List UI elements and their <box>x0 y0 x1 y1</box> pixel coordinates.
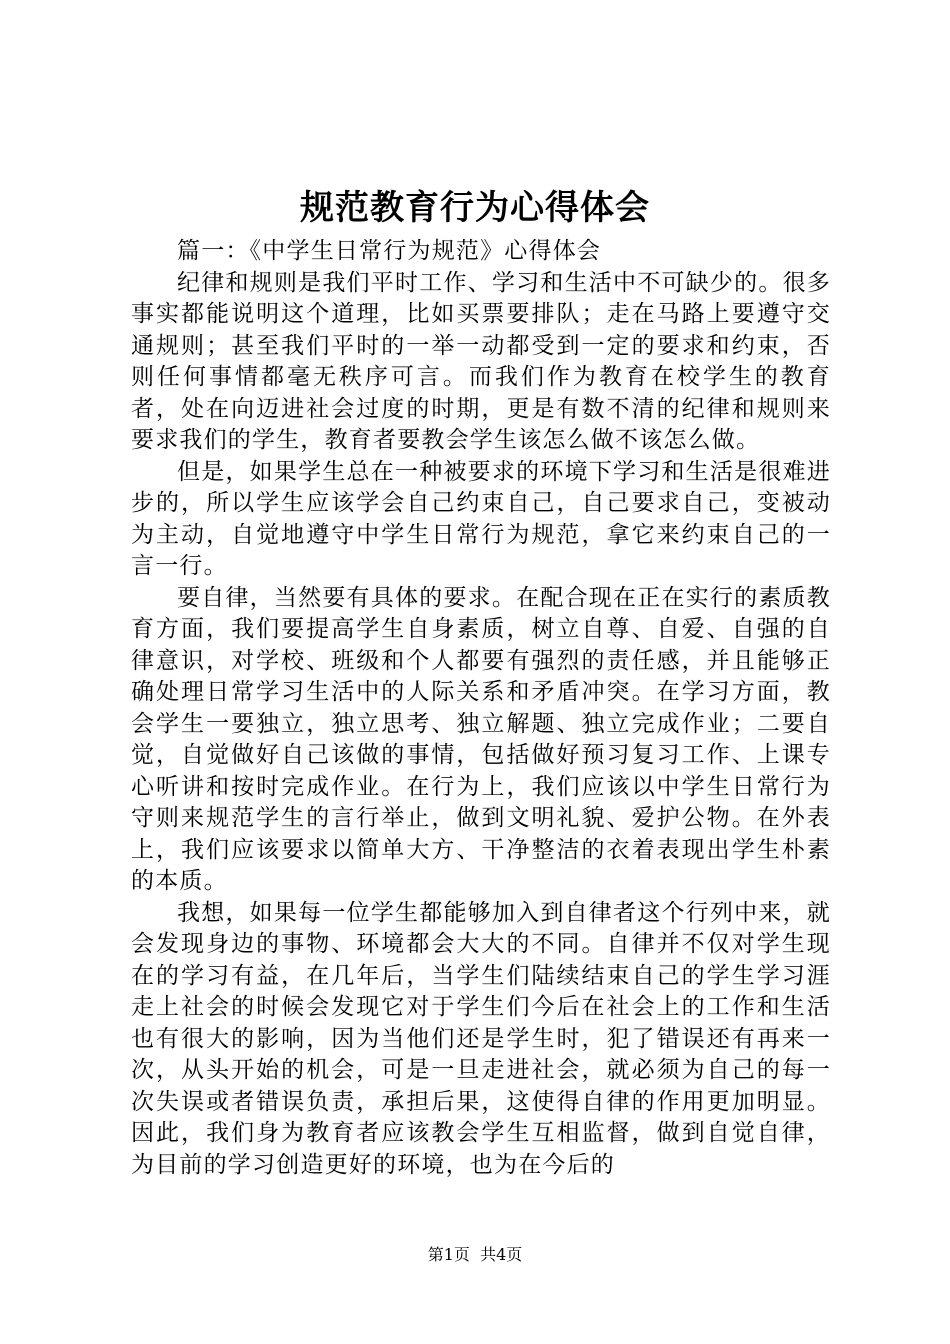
document-body <box>131 236 831 1181</box>
paragraph: 要自律，当然要有具体的要求。在配合现在正在实行的素质教育方面，我们要提高学生自身素质，树立自尊、自爱、自强的自律意识，对学校、班级和个人都要有强烈的责任感，并且能够正确处理日常学习生活中的人际关系和矛盾冲突。在学习方面，教会学生一要独立，独立思考、独立解题、独立完成作业；二要自觉，自觉做好自己该做的事情，包括做好预习复习工作、上课专心听讲和按时完成作业。在行为上，我们应该以中学生日常行为守则来规范学生的言行举止，做到文明礼貌、爱护公物。在外表上，我们应该要求以简单大方、干净整洁的衣着表现出学生朴素的本质。 <box>131 584 831 894</box>
paragraph: 但是，如果学生总在一种被要求的环境下学习和生活是很难进步的，所以学生应该学会自己约束自己，自己要求自己，变被动为主动，自觉地遵守中学生日常行为规范，拿它来约束自己的一言一行。 <box>131 458 831 579</box>
paragraph: 我想，如果每一位学生都能够加入到自律者这个行列中来，就会发现身边的事物、环境都会大大的不同。自律并不仅对学生现在的学习有益，在几年后，当学生们陆续结束自己的学生学习涯走上社会的时候会发现它对于学生们今后在社会上的工作和生活也有很大的影响，因为当他们还是学生时，犯了错误还有再来一次，从头开始的机会，可是一旦走进社会，就必须为自己的每一次失误或者错误负责，承担后果，这使得自律的作用更加明显。因此，我们身为教育者应该教会学生互相监督，做到自觉自律，为目前的学习创造更好的环境，也为在今后的 <box>131 899 831 1178</box>
document-title: 规范教育行为心得体会 <box>300 188 650 228</box>
section-heading: 篇一：《中学生日常行为规范》心得体会 <box>177 238 602 264</box>
page-footer <box>0 1243 950 1267</box>
paragraph: 纪律和规则是我们平时工作、学习和生活中不可缺少的。很多事实都能说明这个道理，比如买票要排队；走在马路上要遵守交通规则；甚至我们平时的一举一动都受到一定的要求和约束，否则任何事情都毫无秩序可言。而我们作为教育在校学生的教育者，处在向迈进社会过度的时期，更是有数不清的纪律和规则来要求我们的学生，教育者要教会学生该怎么做不该怎么做。 <box>131 269 831 453</box>
page-number-label: 第1页 共4页 <box>427 1245 523 1264</box>
